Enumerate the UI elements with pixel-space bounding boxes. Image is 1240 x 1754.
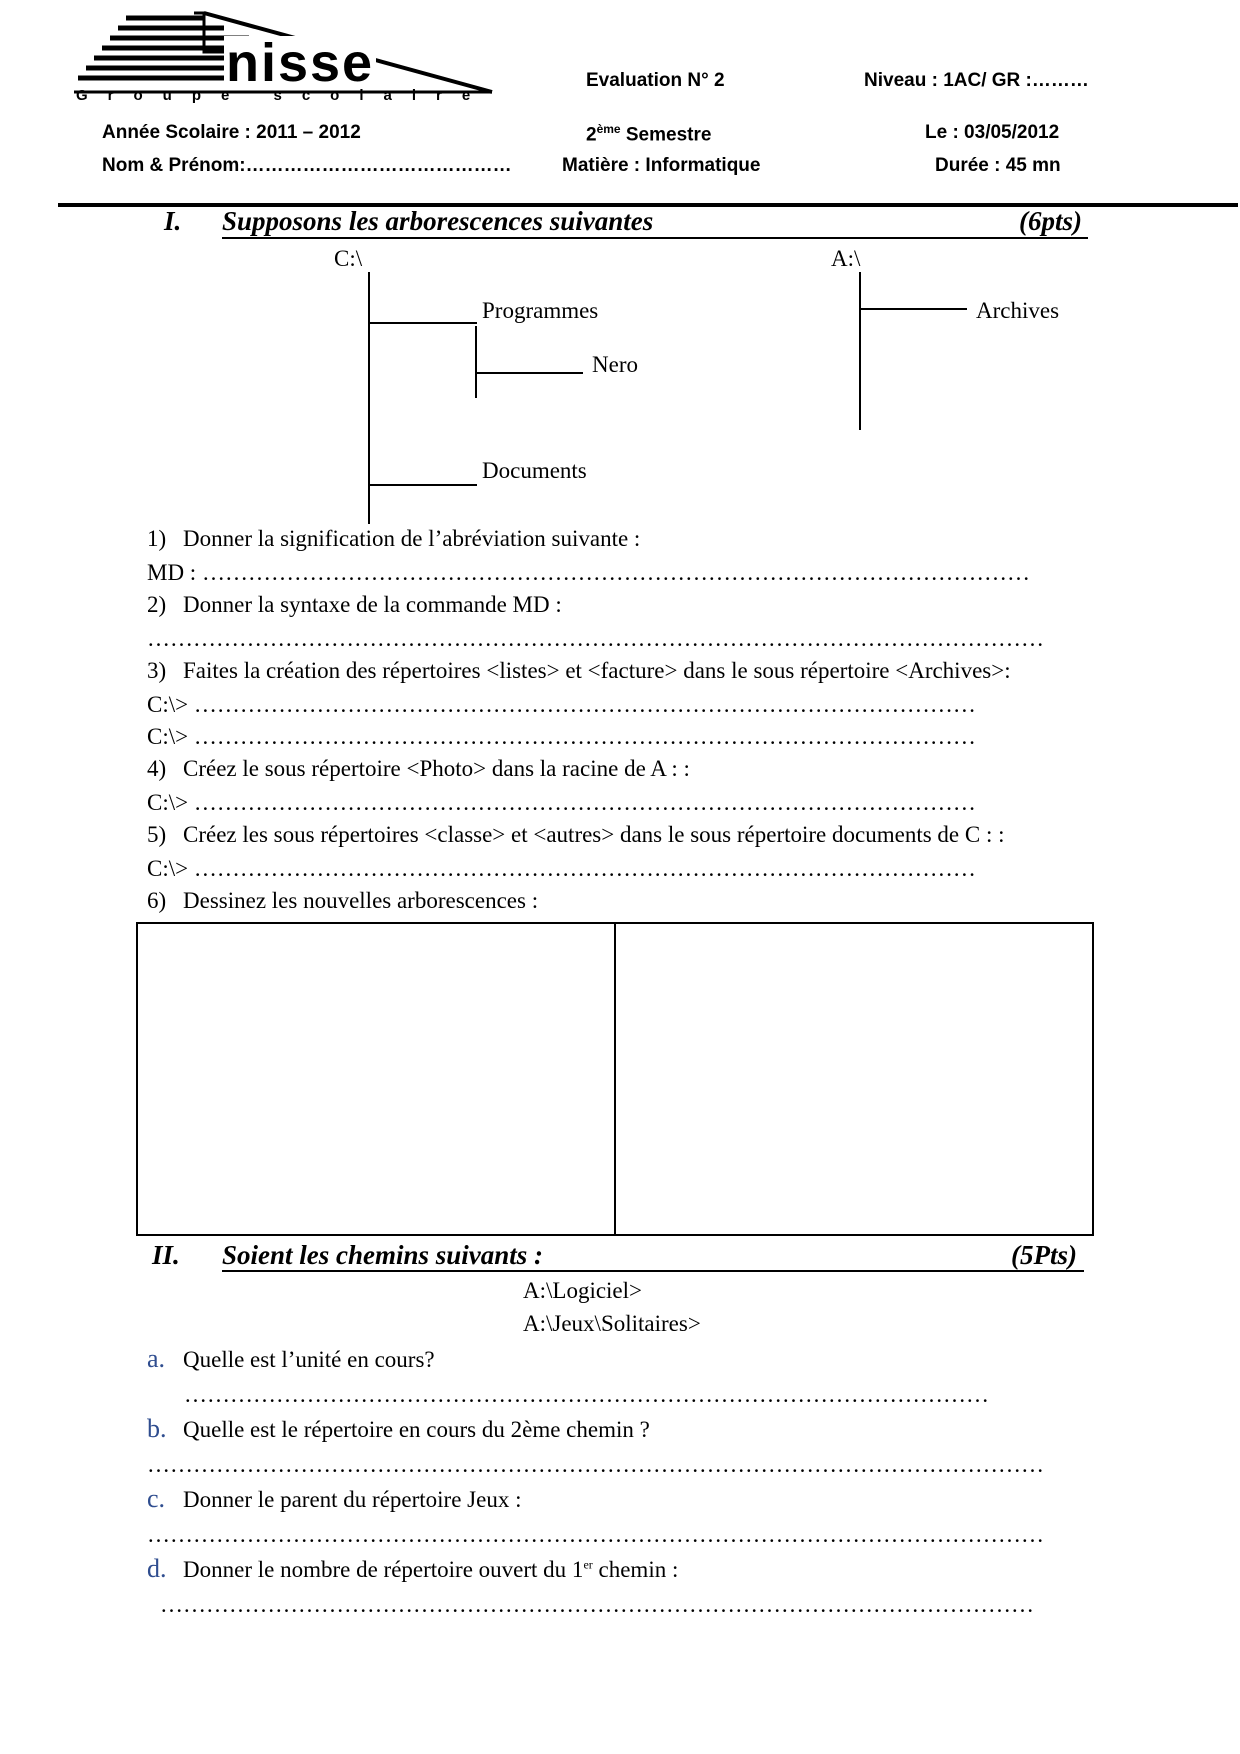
question-2-number: 2) [147, 592, 167, 617]
question-c-text: Donner le parent du répertoire Jeux : [183, 1487, 522, 1512]
semestre-label: Semestre [620, 124, 712, 146]
question-3-number: 3) [147, 658, 167, 683]
question-4 [147, 756, 690, 782]
question-4-number: 4) [147, 756, 167, 781]
section2-underline [222, 1270, 1084, 1272]
answer-1: MD : ……………………………………………………………………………………………… [147, 560, 1030, 585]
tree-c-branch-programmes [368, 322, 477, 324]
tree-c-root: C:\ [334, 246, 363, 271]
answer-a: …………………………………………………………………………………………… [184, 1382, 989, 1407]
section1-title: Supposons les arborescences suivantes [222, 206, 654, 236]
question-3 [147, 658, 1011, 684]
header-niveau: Niveau : 1AC/ GR :……… [864, 70, 1089, 91]
question-a [147, 1344, 435, 1374]
answer-4: C:\> ………………………………………………………………………………………… [147, 790, 976, 815]
section1-number: I. [164, 206, 182, 236]
tree-c-sub-trunk [475, 326, 477, 398]
tree-c-documents: Documents [482, 458, 587, 483]
question-2 [147, 592, 562, 618]
question-5-text: Créez les sous répertoires <classe> et <autres> dans le sous répertoire documents de C : : [183, 822, 1005, 847]
section2-number: II. [152, 1240, 180, 1270]
header-duree: Durée : 45 mn [935, 155, 1061, 176]
question-c [147, 1484, 521, 1514]
tree-c-branch-documents [368, 484, 477, 486]
tree-a-root: A:\ [831, 246, 861, 271]
answer-b: ……………………………………………………………………………………………………… [147, 1452, 1044, 1477]
tree-a-trunk [859, 272, 861, 430]
question-3-text: Faites la création des répertoires <listes> et <facture> dans le sous répertoire <Archives>: [183, 658, 1011, 683]
answer-d: …………………………………………………………………………………………………… [160, 1592, 1034, 1617]
header-nom: Nom & Prénom:…………………………………… [102, 155, 512, 176]
question-d-text-pre: Donner le nombre de répertoire ouvert du 1 [183, 1557, 584, 1582]
path-1: A:\Logiciel> [523, 1278, 642, 1303]
question-6-text: Dessinez les nouvelles arborescences : [183, 888, 539, 913]
tree-a-branch-archives [859, 308, 967, 310]
tree-c-programmes: Programmes [482, 298, 599, 323]
question-2-text: Donner la syntaxe de la commande MD : [183, 592, 562, 617]
header-matiere: Matière : Informatique [562, 155, 761, 176]
question-1 [147, 526, 640, 552]
logo-word: nisse [226, 33, 375, 93]
header-semestre [586, 122, 711, 146]
question-a-letter: a. [147, 1344, 166, 1373]
question-6 [147, 888, 538, 914]
answer-c: ……………………………………………………………………………………………………… [147, 1522, 1044, 1547]
tree-c-branch-nero [475, 372, 583, 374]
section2-title: Soient les chemins suivants : [222, 1240, 544, 1270]
header-date: Le : 03/05/2012 [925, 122, 1060, 143]
question-d [147, 1554, 678, 1584]
question-5 [147, 822, 1005, 848]
question-1-number: 1) [147, 526, 167, 551]
semestre-sup: ème [596, 122, 621, 136]
answer-3a: C:\> ………………………………………………………………………………………… [147, 692, 976, 717]
question-4-text: Créez le sous répertoire <Photo> dans la racine de A : : [183, 756, 690, 781]
path-2: A:\Jeux\Solitaires> [523, 1311, 701, 1336]
drawing-box [136, 922, 1094, 1236]
question-d-text-post: chemin : [592, 1557, 679, 1582]
tree-c-nero: Nero [592, 352, 638, 377]
tree-c-trunk [368, 272, 370, 524]
section1-underline [222, 237, 1088, 239]
question-a-text: Quelle est l’unité en cours? [183, 1347, 435, 1372]
section1-points: (6pts) [1019, 206, 1082, 236]
header-annee: Année Scolaire : 2011 – 2012 [102, 122, 361, 143]
logo-subtitle: Groupe scolaire [76, 87, 491, 104]
answer-2: ……………………………………………………………………………………………………… [147, 626, 1044, 651]
question-6-number: 6) [147, 888, 167, 913]
header-evaluation: Evaluation N° 2 [586, 70, 725, 91]
question-d-sup: er [583, 1557, 593, 1572]
answer-3b: C:\> ………………………………………………………………………………………… [147, 724, 976, 749]
drawing-box-left[interactable] [138, 924, 616, 1234]
question-1-text: Donner la signification de l’abréviation suivante : [183, 526, 641, 551]
question-d-letter: d. [147, 1554, 167, 1583]
drawing-box-right[interactable] [616, 924, 1092, 1234]
question-b [147, 1414, 650, 1444]
question-c-letter: c. [147, 1484, 166, 1513]
answer-5: C:\> ………………………………………………………………………………………… [147, 856, 976, 881]
tree-a-archives: Archives [976, 298, 1060, 323]
semestre-number: 2 [586, 124, 597, 146]
question-b-letter: b. [147, 1414, 167, 1443]
question-b-text: Quelle est le répertoire en cours du 2ème chemin ? [183, 1417, 650, 1442]
question-5-number: 5) [147, 822, 167, 847]
school-logo [74, 10, 494, 105]
section2-points: (5Pts) [1011, 1240, 1077, 1270]
